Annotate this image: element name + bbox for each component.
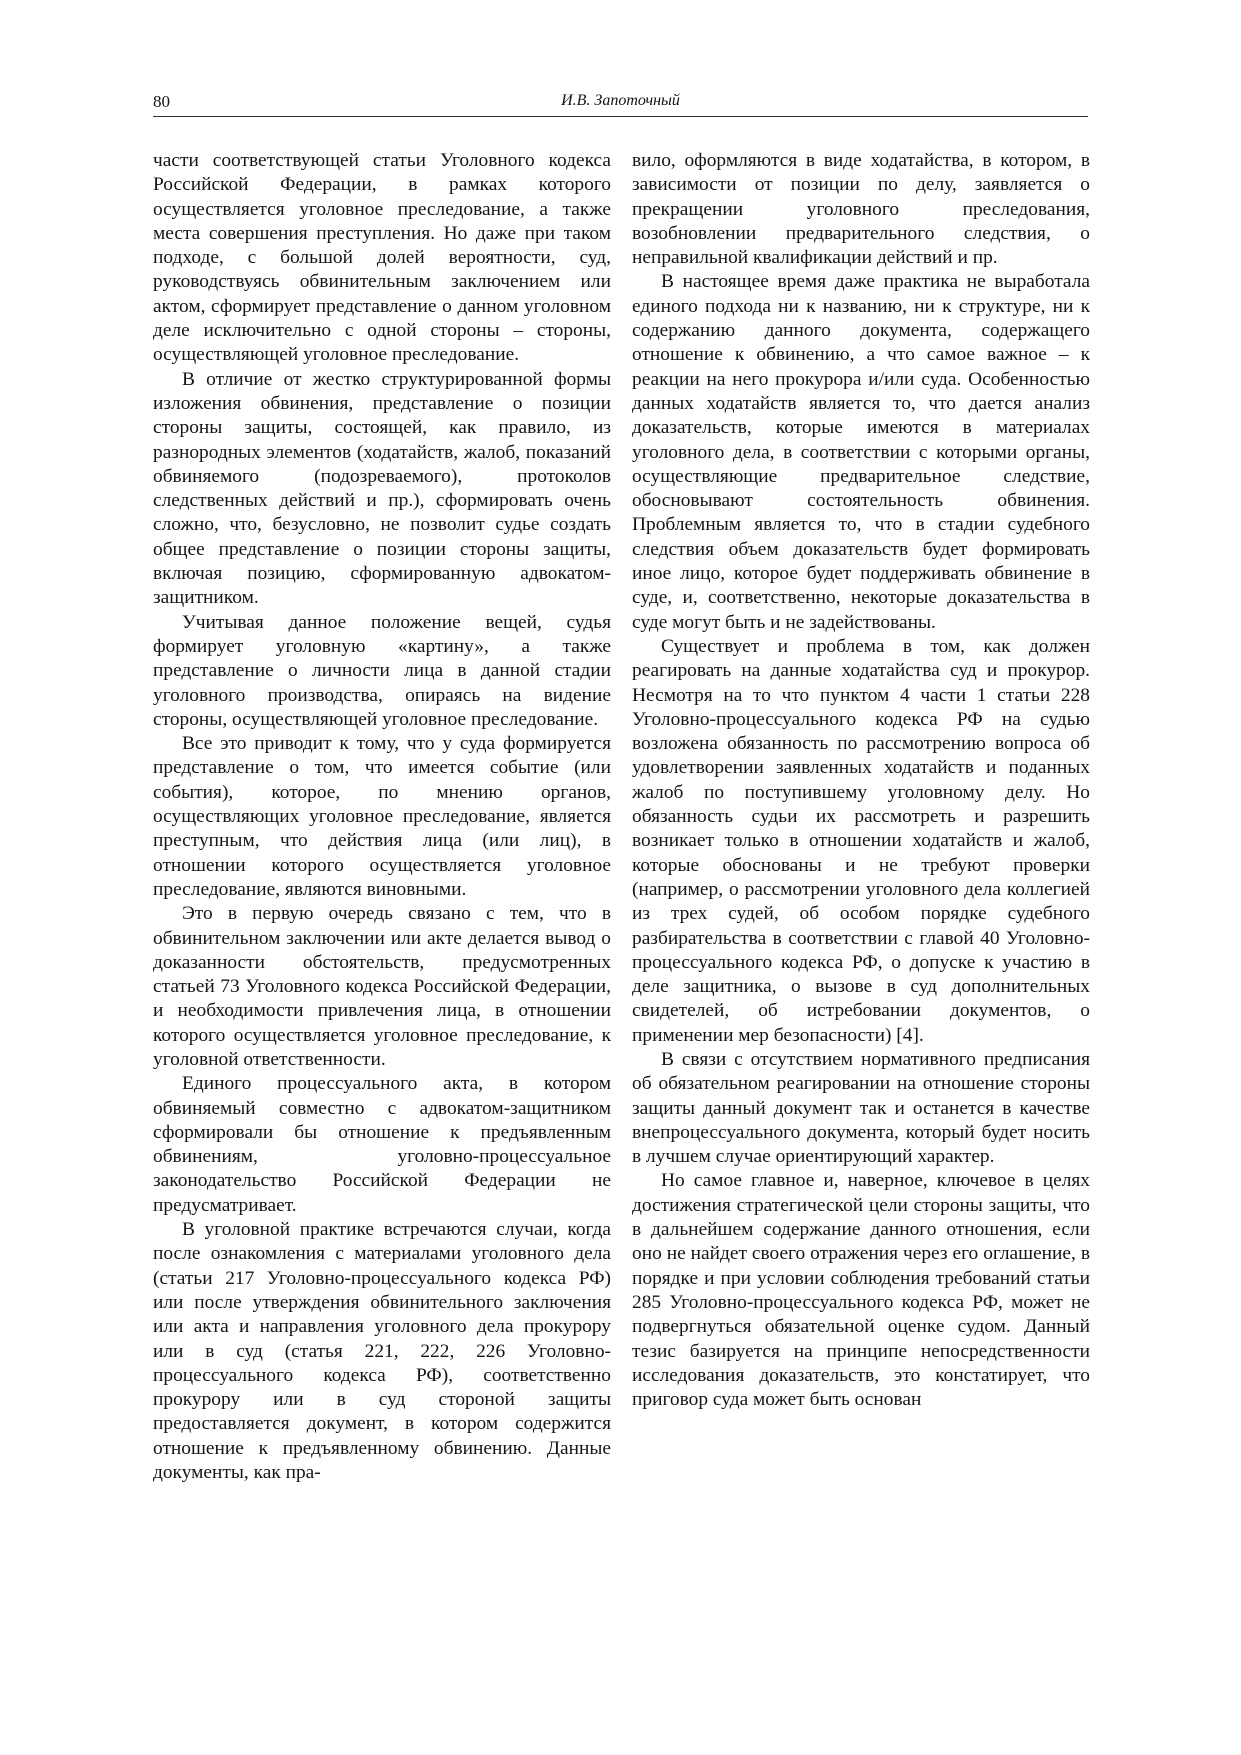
paragraph: Единого процессуального акта, в котором обвиняемый совместно с адвокатом-защитником сформировали бы отношение к предъявленным обвинениям, уголовно-процессуальное законодательство Российской Федерации не предусматривает. [153,1073,611,1216]
paragraph: В уголовной практике встречаются случаи, когда после ознакомления с материалами уголовного дела (статьи 217 Уголовно-процессуального кодекса РФ) или после утверждения обвинительного заключения или акта и направления уголовного дела прокурору или в суд (статья 221, 222, 226 Уголовно-процессуального кодекса РФ), соответственно прокурору или в суд стороной защиты предоставляется документ, в котором содержится отношение к предъявленному обвинению. Данные документы, как пра- [153,1219,611,1484]
paragraph: Но самое главное и, наверное, ключевое в целях достижения стратегической цели стороны защиты, что в дальнейшем содержание данного отношения, если оно не найдет своего отражения через его оглашение, в порядке и при условии соблюдения требований статьи 285 Уголовно-процессуального кодекса РФ, может не подвергнуться обязательной оценке судом. Данный тезис базируется на принципе непосредственности исследования доказательств, это констатирует, что приговор суда может быть основан [632,1170,1090,1411]
paragraph: Все это приводит к тому, что у суда формируется представление о том, что имеется событие (или события), которое, по мнению органов, осуществляющих уголовное преследование, является преступным, что действия лица (или лиц), в отношении которого осуществляется уголовное преследование, являются виновными. [153,733,611,900]
paragraph: В настоящее время даже практика не выработала единого подхода ни к названию, ни к структуре, ни к содержанию данного документа, содержащего отношение к обвинению, а что самое важное – к реакции на него прокурора и/или суда. Особенностью данных ходатайств является то, что дается анализ доказательств, которые имеются в материалах уголовного дела, в соответствии с которыми органы, осуществляющие предварительное следствие, обосновывают состоятельность обвинения. Проблемным является то, что в стадии судебного следствия объем доказательств будет формировать иное лицо, которое будет поддерживать обвинение в суде, и, соответственно, некоторые доказательства в суде могут быть и не задействованы. [632,271,1090,633]
page-number: 80 [153,92,170,111]
paragraph: В связи с отсутствием нормативного предписания об обязательном реагировании на отношение стороны защиты данный документ так и останется в качестве внепроцессуального документа, который будет носить в лучшем случае ориентирующий характер. [632,1048,1090,1168]
running-title: И.В. Запоточный [561,92,680,109]
right-column [632,149,1090,1412]
running-header [153,90,1088,117]
left-column [153,149,611,1485]
paragraph: вило, оформляются в виде ходатайства, в котором, в зависимости от позиции по делу, заявляется о прекращении уголовного преследования, возобновлении предварительного следствия, о неправильной квалификации действий и пр. [632,150,1090,269]
paragraph: Учитывая данное положение вещей, судья формирует уголовную «картину», а также представление о личности лица в данной стадии уголовного производства, опираясь на видение стороны, осуществляющей уголовное преследование. [153,611,611,730]
paragraph: В отличие от жестко структурированной формы изложения обвинения, представление о позиции стороны защиты, состоящей, как правило, из разнородных элементов (ходатайств, жалоб, показаний обвиняемого (подозреваемого), протоколов следственных действий и пр.), сформировать очень сложно, что, безусловно, не позволит судье создать общее представление о позиции стороны защиты, включая позицию, сформированную адвокатом-защитником. [153,368,611,609]
paragraph: Это в первую очередь связано с тем, что в обвинительном заключении или акте делается вывод о доказанности обстоятельств, предусмотренных статьей 73 Уголовного кодекса Российской Федерации, и необходимости привлечения лица, в отношении которого осуществляется уголовное преследование, к уголовной ответственности. [153,903,611,1070]
paragraph: Существует и проблема в том, как должен реагировать на данные ходатайства суд и прокурор. Несмотря на то что пунктом 4 части 1 статьи 228 Уголовно-процессуального кодекса РФ на судью возложена обязанность по рассмотрению вопроса об удовлетворении заявленных ходатайств и поданных жалоб по поступившему уголовному делу. Но обязанность судьи их рассмотреть и разрешить возникает только в отношении ходатайств и жалоб, которые обоснованы и не требуют проверки (например, о рассмотрении уголовного дела коллегией из трех судей, об особом порядке судебного разбирательства в соответствии с главой 40 Уголовно-процессуального кодекса РФ, о допуске к участию в деле защитника, о вызове в суд дополнительных свидетелей, об истребовании документов, о применении мер безопасности) [4]. [632,635,1090,1046]
paragraph: части соответствующей статьи Уголовного кодекса Российской Федерации, в рамках которого осуществляется уголовное преследование, а также места совершения преступления. Но даже при таком подходе, с большой долей вероятности, суд, руководствуясь обвинительным заключением или актом, сформирует представление о данном уголовном деле исключительно с одной стороны – стороны, осуществляющей уголовное преследование. [153,150,611,366]
